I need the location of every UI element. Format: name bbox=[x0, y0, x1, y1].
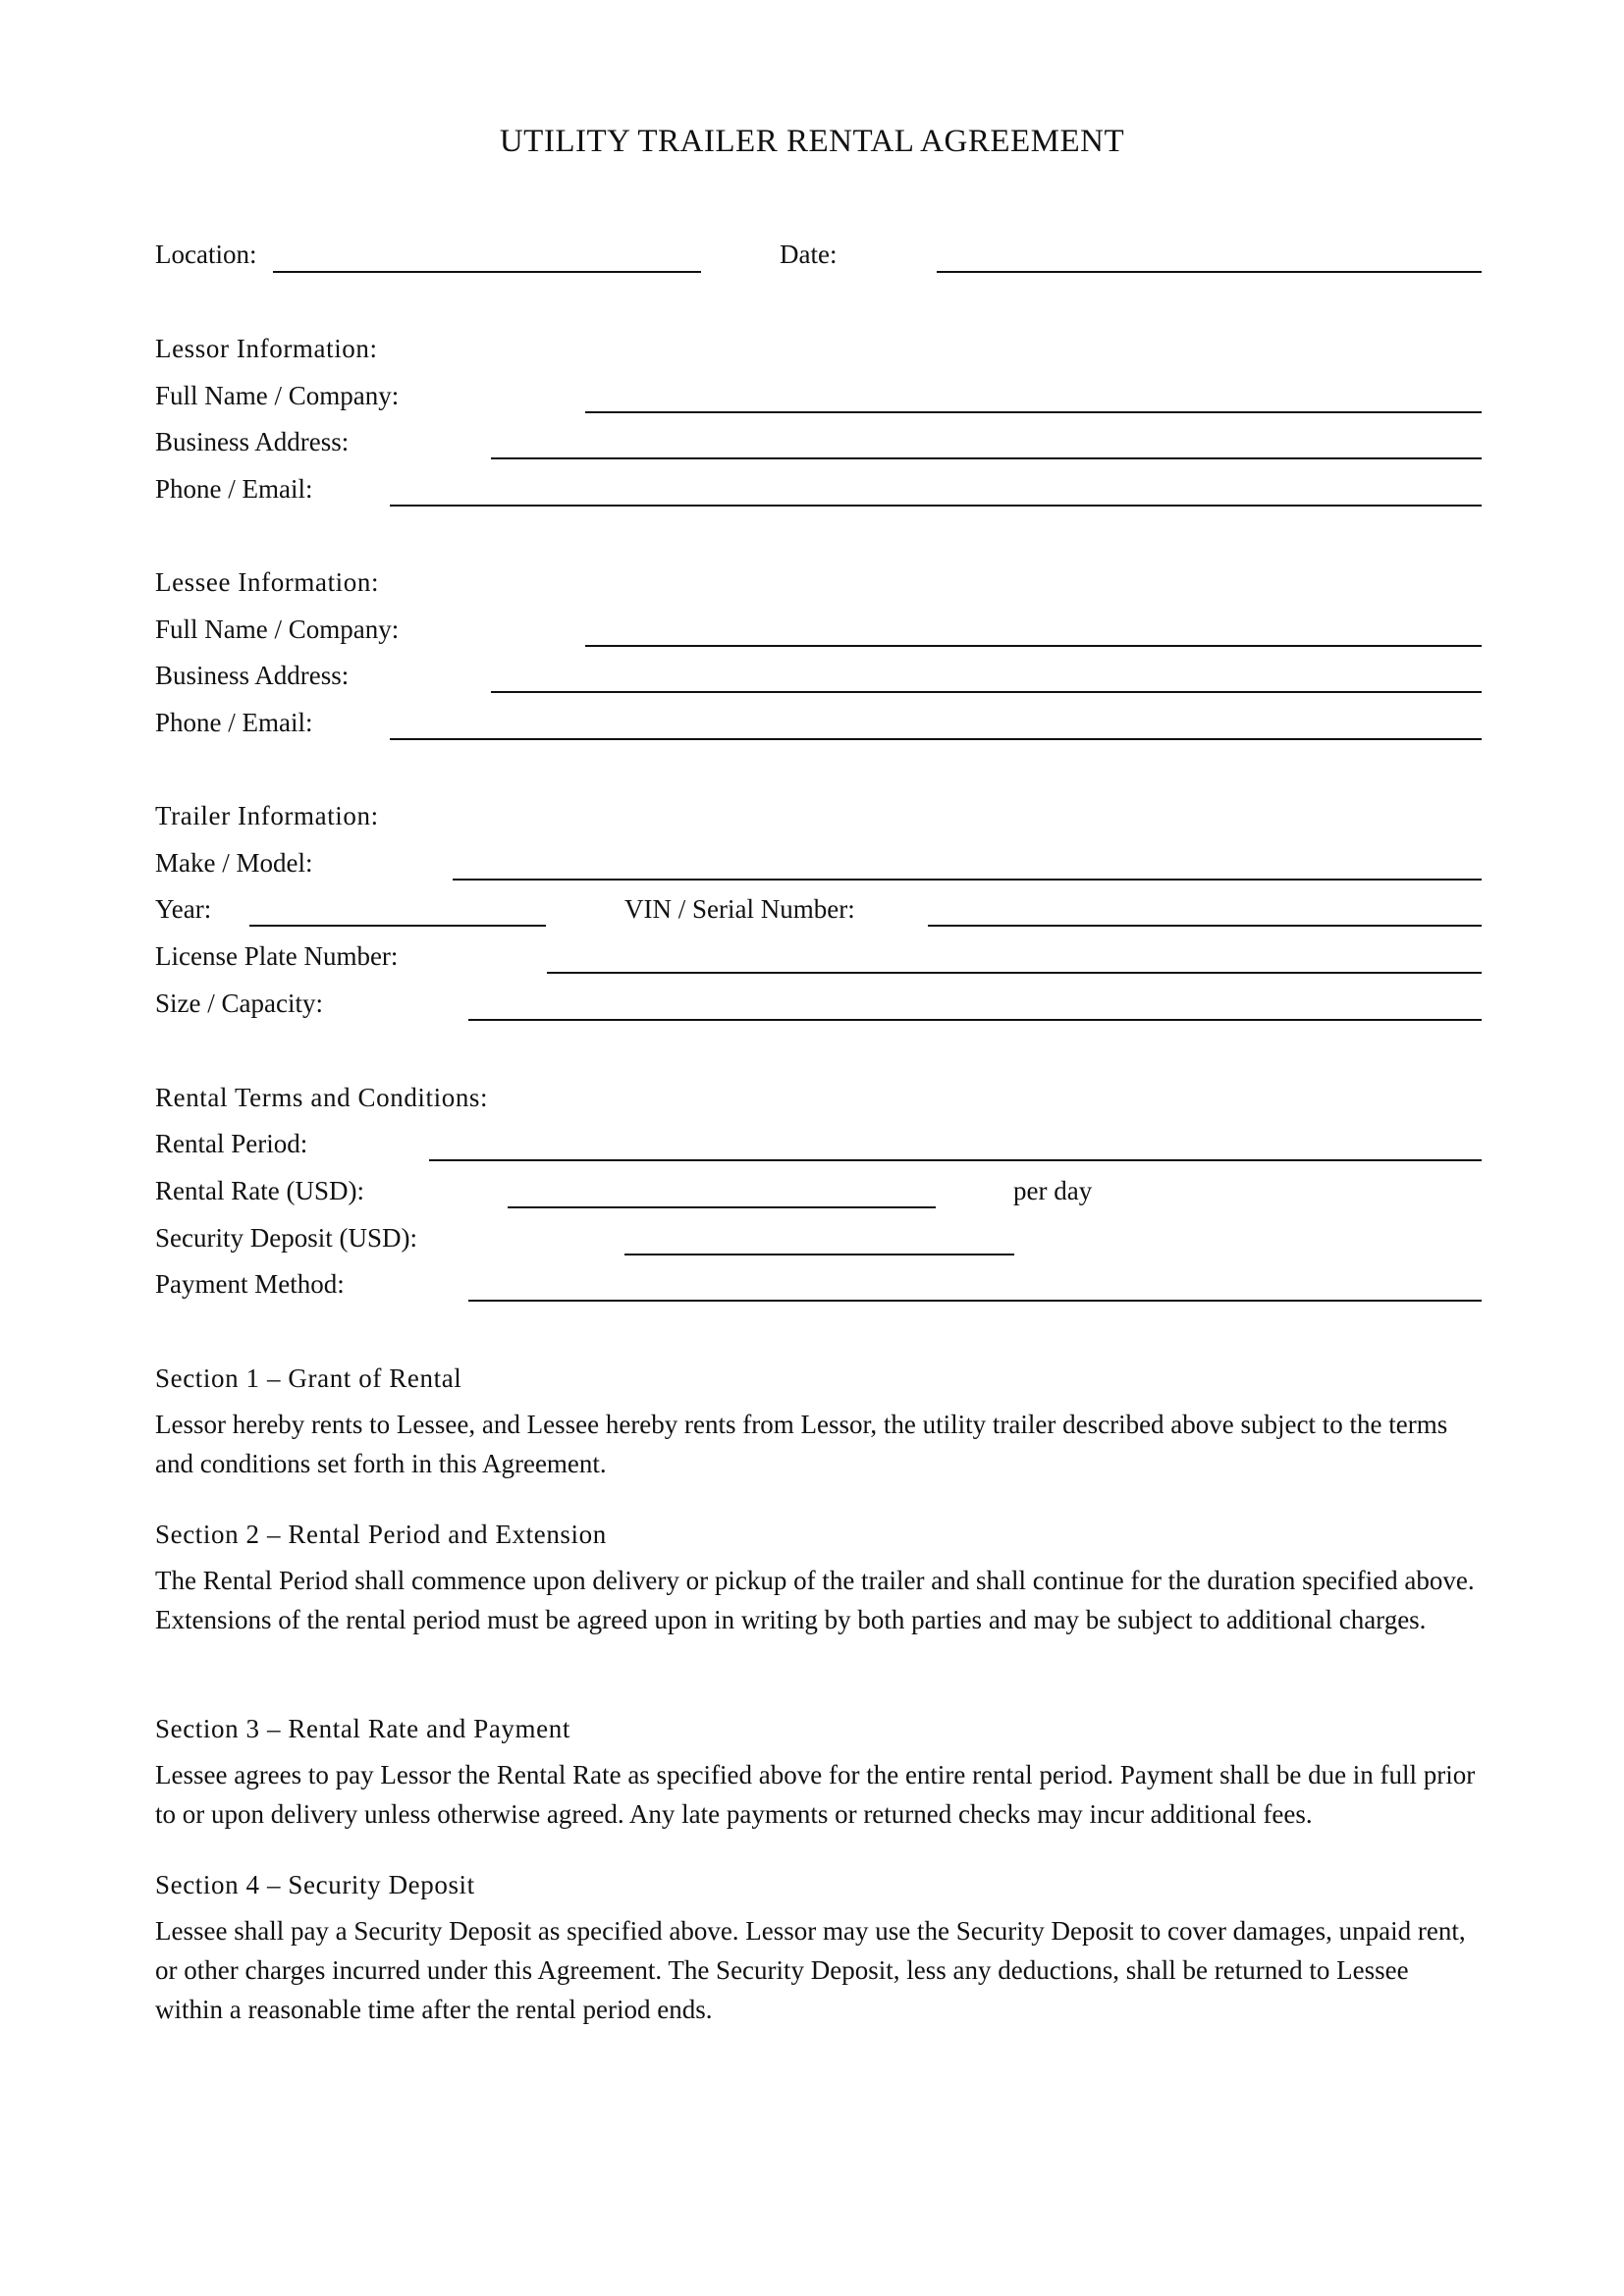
rental-rate-field[interactable] bbox=[508, 1206, 936, 1208]
lessor-contact-label: Phone / Email: bbox=[155, 474, 313, 504]
document-title: UTILITY TRAILER RENTAL AGREEMENT bbox=[499, 124, 1125, 159]
terms-heading: Rental Terms and Conditions: bbox=[155, 1083, 489, 1112]
lessor-address-label: Business Address: bbox=[155, 427, 350, 456]
rental-period-label: Rental Period: bbox=[155, 1129, 308, 1158]
section-2-heading: Section 2 – Rental Period and Extension bbox=[155, 1520, 607, 1549]
lessor-name-label: Full Name / Company: bbox=[155, 381, 400, 410]
rental-period-field[interactable] bbox=[429, 1159, 1482, 1161]
lessor-name-field[interactable] bbox=[585, 411, 1482, 413]
year-field[interactable] bbox=[249, 925, 546, 927]
deposit-label: Security Deposit (USD): bbox=[155, 1223, 417, 1253]
lessee-name-field[interactable] bbox=[585, 645, 1482, 647]
location-label: Location: bbox=[155, 240, 257, 269]
lessee-contact-label: Phone / Email: bbox=[155, 708, 313, 737]
location-field[interactable] bbox=[273, 271, 701, 273]
payment-method-label: Payment Method: bbox=[155, 1269, 345, 1299]
section-1-body: Lessor hereby rents to Lessee, and Lessee hereby rents from Lessor, the utility trailer described above subject to the terms and conditions set forth in this Agreement. bbox=[155, 1410, 1448, 1478]
trailer-heading: Trailer Information: bbox=[155, 801, 379, 830]
lessee-contact-field[interactable] bbox=[390, 738, 1482, 740]
lessee-address-label: Business Address: bbox=[155, 661, 350, 690]
lessor-address-field[interactable] bbox=[491, 457, 1482, 459]
rate-unit-label: per day bbox=[1013, 1176, 1093, 1205]
plate-field[interactable] bbox=[547, 972, 1482, 974]
lessor-contact-field[interactable] bbox=[390, 505, 1482, 507]
section-1-heading: Section 1 – Grant of Rental bbox=[155, 1363, 462, 1393]
lessor-heading: Lessor Information: bbox=[155, 334, 378, 363]
size-field[interactable] bbox=[468, 1019, 1482, 1021]
lessee-name-label: Full Name / Company: bbox=[155, 614, 400, 644]
size-label: Size / Capacity: bbox=[155, 988, 323, 1018]
section-2-body: The Rental Period shall commence upon delivery or pickup of the trailer and shall continue for the duration specified above. Extensions of the rental period must be agreed upon in writing by both parties and may be subject to additional charges. bbox=[155, 1566, 1475, 1634]
vin-label: VIN / Serial Number: bbox=[624, 894, 855, 924]
section-4-heading: Section 4 – Security Deposit bbox=[155, 1870, 475, 1899]
vin-field[interactable] bbox=[928, 925, 1482, 927]
make-model-field[interactable] bbox=[453, 879, 1482, 881]
payment-method-field[interactable] bbox=[468, 1300, 1482, 1302]
deposit-field[interactable] bbox=[624, 1254, 1014, 1255]
section-4-body: Lessee shall pay a Security Deposit as specified above. Lessor may use the Security Deposit to cover damages, unpaid rent, or other charges incurred under this Agreement. The Security Deposit, less any deductions, shall be returned to Lessee within a reasonable time after the rental period ends. bbox=[155, 1916, 1466, 2024]
plate-label: License Plate Number: bbox=[155, 941, 399, 971]
rental-rate-label: Rental Rate (USD): bbox=[155, 1176, 364, 1205]
date-label: Date: bbox=[780, 240, 838, 269]
make-model-label: Make / Model: bbox=[155, 848, 313, 878]
date-field[interactable] bbox=[937, 271, 1482, 273]
section-3-heading: Section 3 – Rental Rate and Payment bbox=[155, 1714, 570, 1743]
lessee-address-field[interactable] bbox=[491, 691, 1482, 693]
lessee-heading: Lessee Information: bbox=[155, 567, 380, 597]
year-label: Year: bbox=[155, 894, 212, 924]
section-3-body: Lessee agrees to pay Lessor the Rental Rate as specified above for the entire rental period. Payment shall be due in full prior to or upon delivery unless otherwise agreed. Any late payments or returned checks may incur additional fees. bbox=[155, 1760, 1476, 1829]
